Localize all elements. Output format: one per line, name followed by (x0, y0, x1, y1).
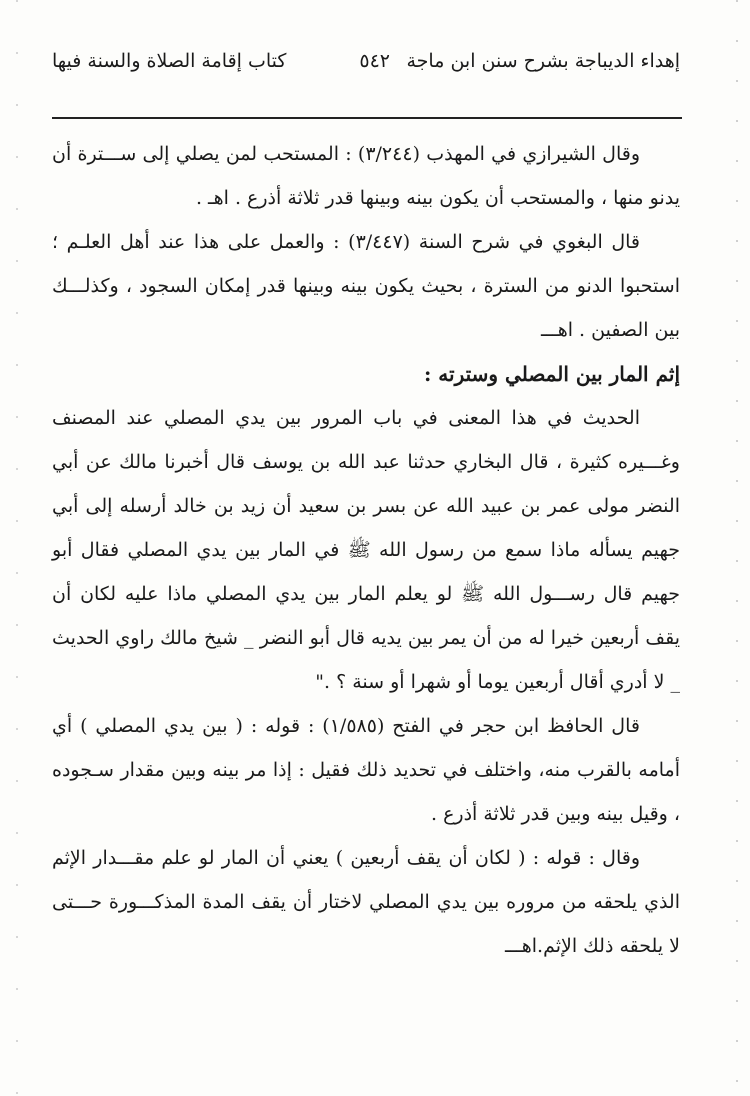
page-number: ٥٤٢ (359, 50, 390, 72)
gutter-dots-right (736, 0, 738, 1096)
main-text (52, 132, 680, 968)
paragraph-shirazi: وقال الشيرازي في المهذب (٣/٢٤٤) : المستحب لمن يصلي إلى ســـترة أن يدنو منها ، والمستحب أن يكون بينه وبينها قدر ثلاثة أذرع . اهـ . (52, 143, 680, 209)
paragraph-ibn-hajar: قال الحافظ ابن حجر في الفتح (١/٥٨٥) : قوله : ( بين يدي المصلي ) أي أمامه بالقرب منه، واختلف في تحديد ذلك فقيل : إذا مر بينه وبين مقدار سـجوده ، وقيل بينه وبين قدر ثلاثة أذرع . (52, 715, 680, 825)
paragraph-hadith: الحديث في هذا المعنى في باب المرور بين يدي المصلي عند المصنف وغـــيره كثيرة ، قال البخاري حدثنا عبد الله بن يوسف قال أخبرنا مالك عن أبي النضر مولى عمر بن عبيد الله عن بسر بن سعيد أن زيد بن خالد أرسله إلى أبي جهيم يسأله ماذا سمع من رسول الله ﷺ في المار بين يدي المصلي فقال أبو جهيم قال رســـول الله ﷺ لو يعلم المار بين يدي المصلي ماذا عليه لكان أن يقف أربعين خيرا له من أن يمر بين يديه قال أبو النضر _ شيخ مالك راوي الحديث _ لا أدري أقال أربعين يوما أو شهرا أو سنة ؟ ." (52, 407, 680, 693)
header-rule (52, 117, 682, 119)
paragraph-explanation: وقال : قوله : ( لكان أن يقف أربعين ) يعني أن المار لو علم مقـــدار الإثم الذي يلحقه من مروره بين يدي المصلي لاختار أن يقف المدة المذكـــورة حـــتى لا يلحقه ذلك الإثم.اهـــ (52, 847, 680, 957)
running-header (52, 44, 680, 84)
book-title: إهداء الديباجة بشرح سنن ابن ماجة (406, 50, 680, 72)
section-heading: إثم المار بين المصلي وسترته : (423, 362, 680, 386)
paragraph-baghawi: قال البغوي في شرح السنة (٣/٤٤٧) : والعمل على هذا عند أهل العلـم ؛ استحبوا الدنو من السترة ، بحيث يكون بينه وبينها قدر إمكان السجود ، وكذلـــك بين الصفين . اهـــ (52, 231, 680, 341)
chapter-title: كتاب إقامة الصلاة والسنة فيها (52, 50, 287, 72)
gutter-dots-left (16, 0, 18, 1096)
